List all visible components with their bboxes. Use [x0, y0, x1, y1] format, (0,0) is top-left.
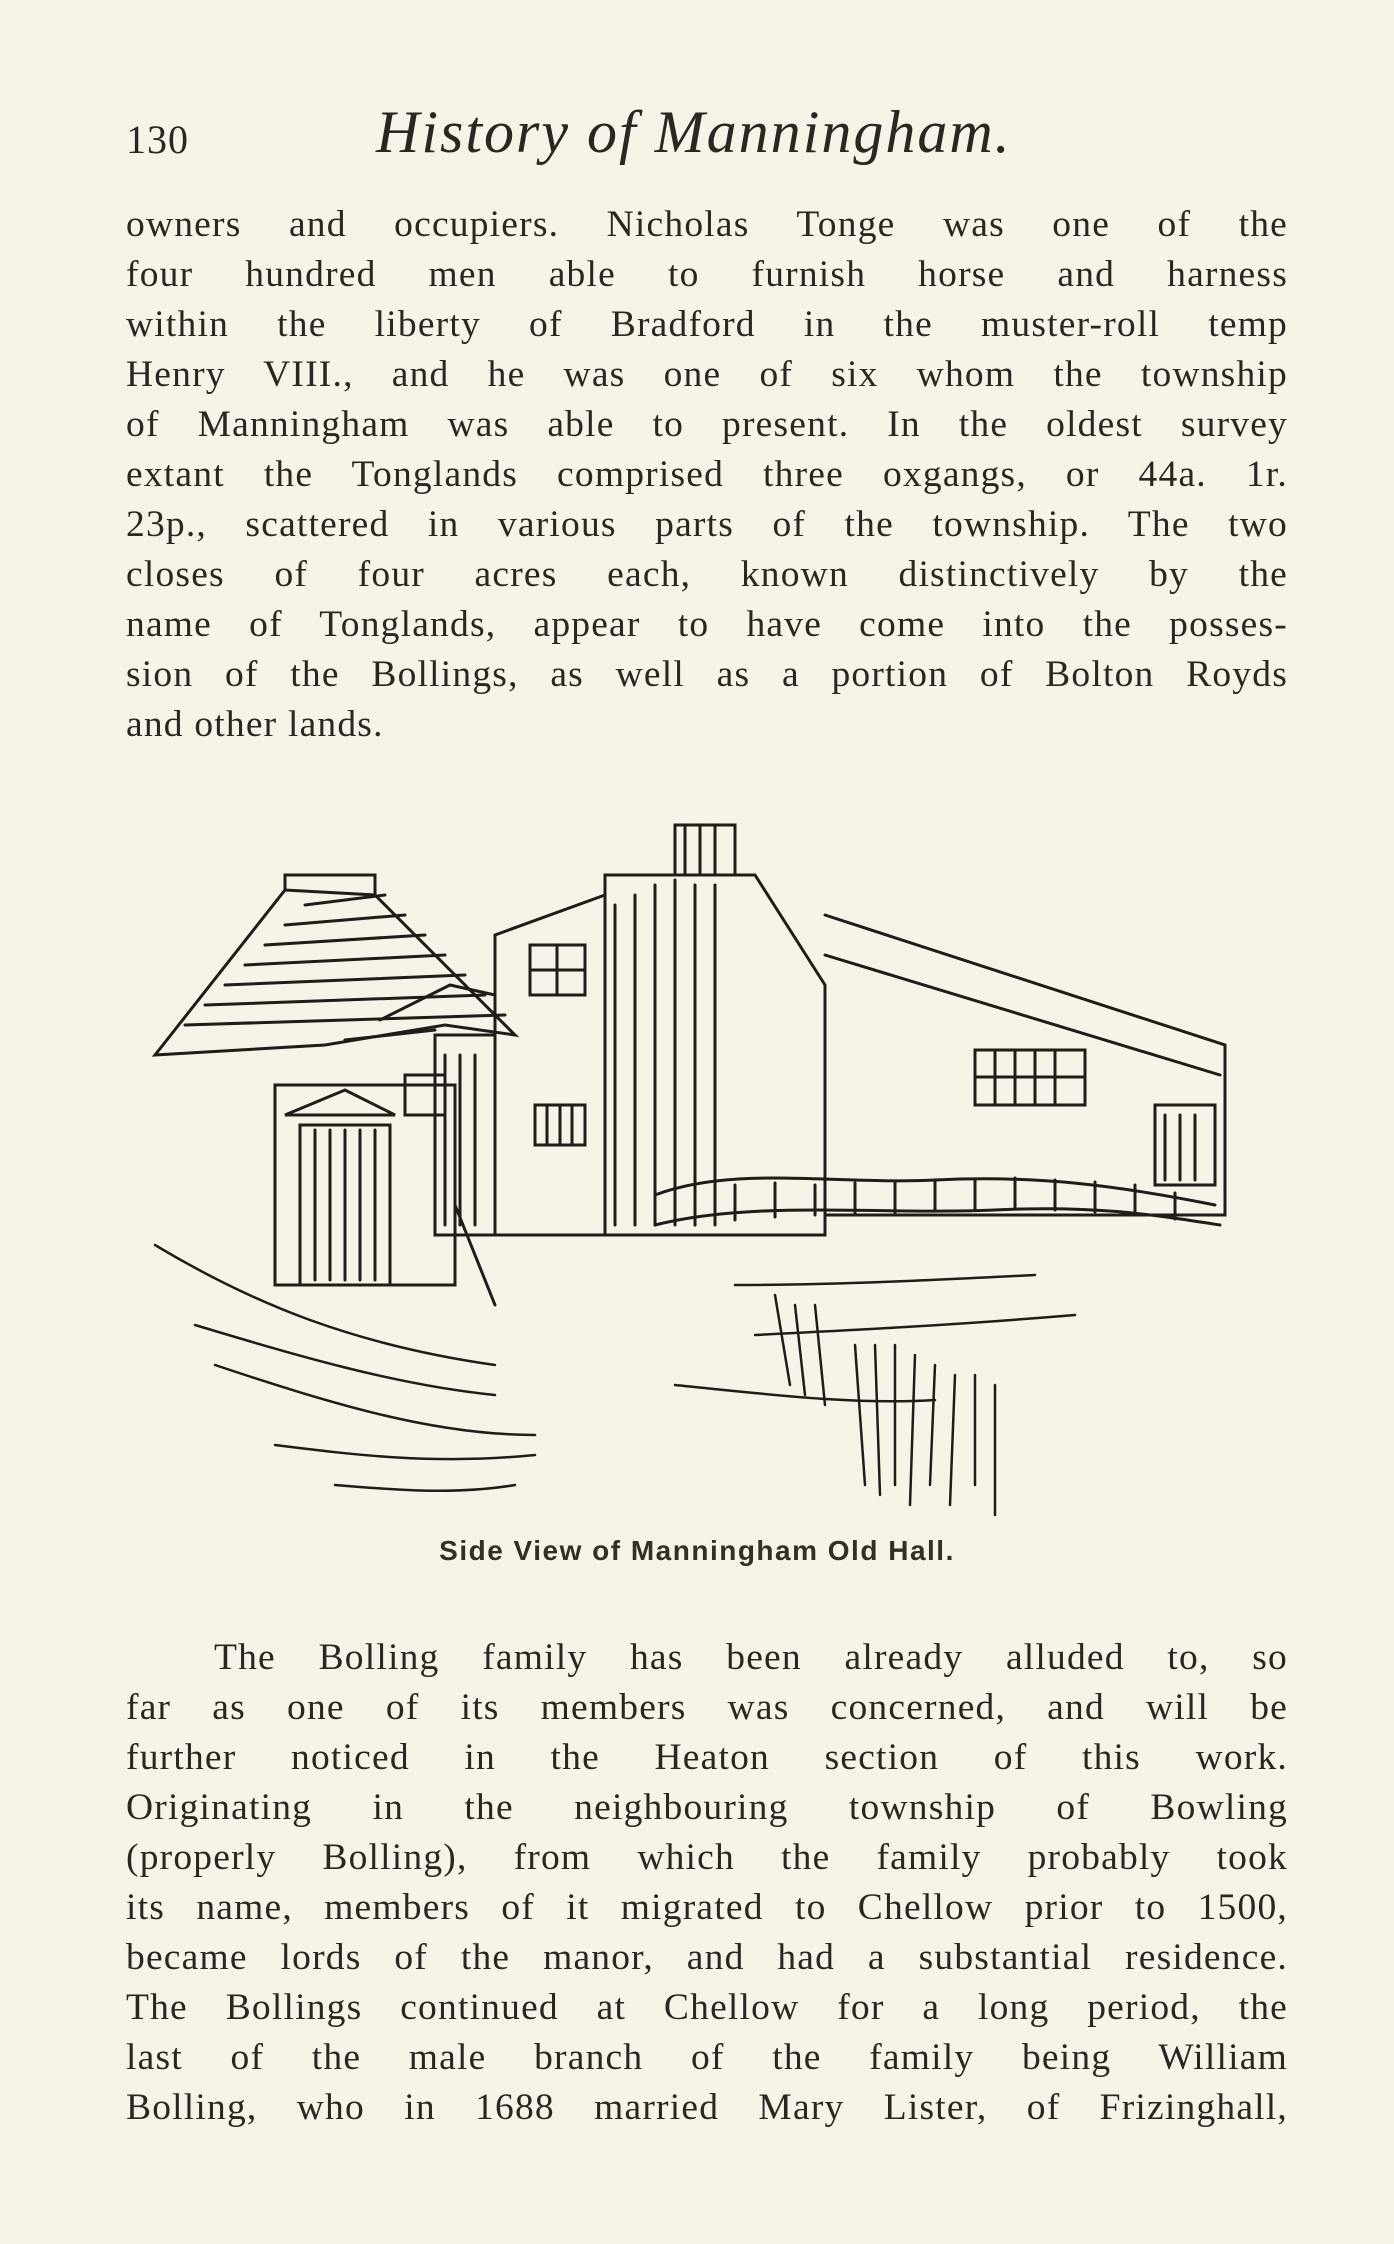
page-header [126, 98, 1286, 178]
text-line: further noticed in the Heaton section of this work. [126, 1737, 1288, 1778]
text-line: four hundred men able to furnish horse and harness [126, 254, 1288, 295]
paragraph-bolling-family [126, 1633, 1288, 2133]
main-hall [495, 825, 825, 1235]
figure-caption: Side View of Manningham Old Hall. [439, 1535, 955, 1566]
text-line: within the liberty of Bradford in the muster-roll temp [126, 304, 1288, 345]
text-line: 23p., scattered in various parts of the township. The two [126, 504, 1288, 545]
text-line: far as one of its members was concerned, and will be [126, 1687, 1288, 1728]
text-line: (properly Bolling), from which the family probably took [126, 1837, 1288, 1878]
text-line: extant the Tonglands comprised three oxgangs, or 44a. 1r. [126, 454, 1288, 495]
text-line: Bolling, who in 1688 married Mary Lister, of Frizinghall, [126, 2087, 1288, 2128]
text-line: closes of four acres each, known distinctively by the [126, 554, 1288, 595]
porch-building [275, 1075, 495, 1305]
left-roof [155, 875, 515, 1055]
text-line: of Manningham was able to present. In the oldest survey [126, 404, 1288, 445]
side-wing [345, 985, 495, 1235]
text-line: Henry VIII., and he was one of six whom the township [126, 354, 1288, 395]
right-range [825, 915, 1225, 1215]
text-line: The Bolling family has been already alluded to, so [214, 1637, 1288, 1678]
text-line: owners and occupiers. Nicholas Tonge was one of the [126, 204, 1288, 245]
illustration-old-hall [135, 785, 1255, 1525]
text-line: The Bollings continued at Chellow for a long period, the [126, 1987, 1288, 2028]
text-line: and other lands. [126, 704, 384, 745]
stone-wall [655, 1178, 1220, 1225]
paragraph-tonglands [126, 200, 1288, 750]
text-line: its name, members of it migrated to Chellow prior to 1500, [126, 1887, 1288, 1928]
text-line: last of the male branch of the family being William [126, 2037, 1288, 2078]
hall-sketch [135, 785, 1255, 1525]
page-number: 130 [126, 117, 189, 162]
text-line: Originating in the neighbouring township of Bowling [126, 1787, 1288, 1828]
text-line: name of Tonglands, appear to have come into the posses- [126, 604, 1288, 645]
text-line: became lords of the manor, and had a substantial residence. [126, 1937, 1288, 1978]
running-title: History of Manningham. [376, 99, 1012, 165]
text-line: sion of the Bollings, as well as a portion of Bolton Royds [126, 654, 1288, 695]
